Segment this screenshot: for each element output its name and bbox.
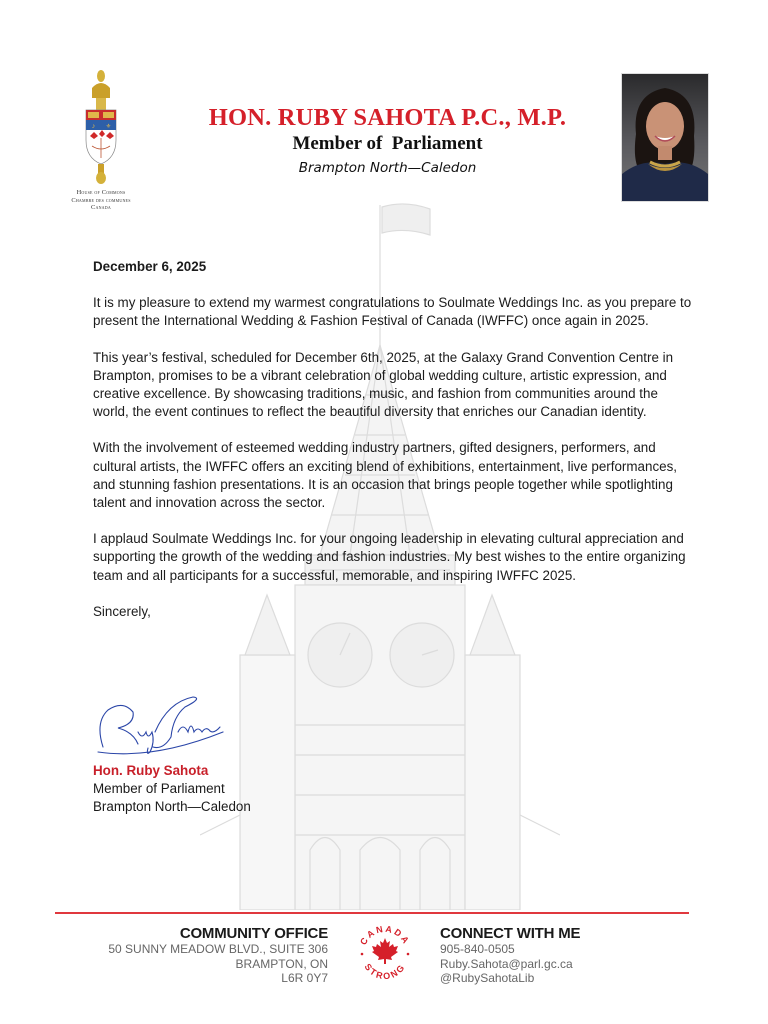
crest-line-3: Canada bbox=[91, 204, 111, 211]
paragraph-2: This year’s festival, scheduled for December 6th, 2025, at the Galaxy Grand Convention Centre in Brampton, promises to be a vibrant celebration of global wedding culture, artistic expression, and creative excellence. By showcasing traditions, music, and fashion from communities around the world, the event continues to reflect the beautiful diversity that enriches our Canadian identity. bbox=[93, 349, 674, 420]
contact-social[interactable]: @RubySahotaLib bbox=[440, 971, 535, 985]
closing: Sincerely, bbox=[93, 603, 151, 619]
contact-email[interactable]: Ruby.Sahota@parl.gc.ca bbox=[440, 956, 573, 971]
letter-body bbox=[93, 258, 693, 639]
paragraph-3: With the involvement of esteemed wedding industry partners, gifted designers, performers, and cultural artists, the IWFFC offers an exciting blend of exhibitions, entertainment, live performances, and stunning fashion presentations. It is an occasion that brings people together while spotlighting talent and innovation across the sector. bbox=[93, 440, 677, 511]
connect-with-me bbox=[440, 925, 580, 986]
community-office bbox=[108, 925, 328, 986]
footer-divider bbox=[55, 912, 689, 914]
office-address-line-3: L6R 0Y7 bbox=[281, 971, 328, 985]
letterhead-riding: Brampton North—Caledon bbox=[298, 160, 477, 176]
crest-line-1: House of Commons bbox=[76, 189, 126, 196]
signatory-role: Member of Parliament bbox=[93, 781, 225, 797]
portrait-image bbox=[622, 74, 708, 201]
paragraph-1: It is my pleasure to extend my warmest congratulations to Soulmate Weddings Inc. as you prepare to present the International Wedding & Fashion Festival of Canada (IWFFC) once again in 2025. bbox=[93, 295, 692, 329]
maple-leaf-icon bbox=[372, 938, 398, 964]
signatory-riding: Brampton North—Caledon bbox=[93, 799, 251, 815]
connect-heading: CONNECT WITH ME bbox=[440, 925, 581, 942]
letterhead-title: HON. RUBY SAHOTA P.C., M.P. bbox=[208, 104, 567, 131]
svg-text:STRONG bbox=[363, 962, 408, 982]
contact-phone[interactable]: 905-840-0505 bbox=[440, 942, 515, 956]
office-address-line-1: 50 SUNNY MEADOW BLVD., SUITE 306 bbox=[108, 942, 328, 956]
house-of-commons-crest bbox=[56, 68, 146, 211]
office-address-line-2: BRAMPTON, ON bbox=[235, 956, 328, 971]
badge-bottom-text: STRONG bbox=[362, 961, 408, 982]
letter-date: December 6, 2025 bbox=[93, 259, 207, 274]
signature-block bbox=[93, 762, 251, 817]
paragraph-4: I applaud Soulmate Weddings Inc. for your ongoing leadership in elevating cultural appreciation and supporting the growth of the wedding and fashion industries. My best wishes to the entire organizing team and all participants for a successful, memorable, and inspiring IWFFC 2025. bbox=[93, 531, 686, 583]
mp-portrait bbox=[621, 73, 709, 202]
canada-strong-badge-icon bbox=[354, 920, 416, 986]
svg-text:⚜: ⚜ bbox=[105, 124, 112, 130]
badge-top-text: CANADA bbox=[358, 923, 412, 947]
mace-crest-icon bbox=[80, 68, 122, 186]
letterhead-subtitle: Member of Parliament bbox=[292, 133, 483, 154]
crest-line-2: Chambre des communes bbox=[71, 196, 131, 204]
signatory-name: Hon. Ruby Sahota bbox=[93, 763, 209, 778]
svg-text:♪: ♪ bbox=[91, 123, 96, 130]
office-heading: COMMUNITY OFFICE bbox=[179, 925, 328, 942]
handwritten-signature bbox=[93, 692, 228, 757]
